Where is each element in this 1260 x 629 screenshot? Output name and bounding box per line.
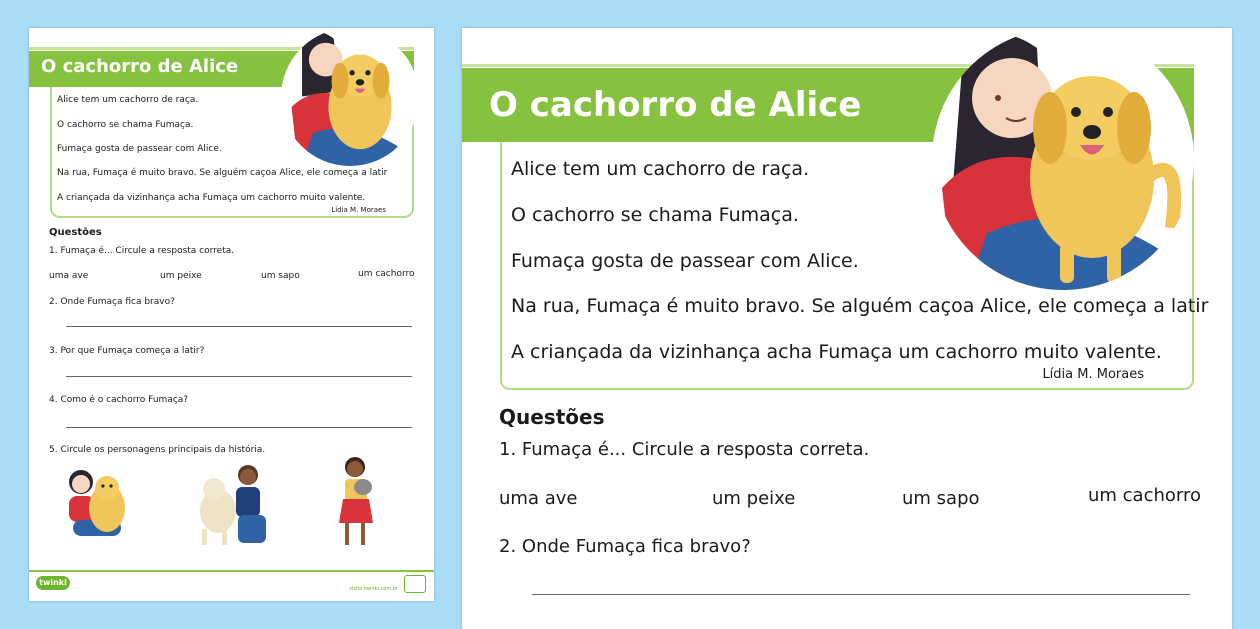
answer-option[interactable]: um cachorro [1088,485,1202,506]
footer-divider [29,570,434,572]
author-credit: Lídia M. Moraes [1042,367,1144,382]
answer-option[interactable]: um sapo [261,271,300,281]
questions-heading: Questões [49,227,102,238]
story-line: Alice tem um cachorro de raça. [57,95,199,105]
story-line: Alice tem um cachorro de raça. [511,158,810,180]
answer-option[interactable]: uma ave [499,488,578,509]
story-line: O cachorro se chama Fumaça. [57,120,194,130]
girl-with-cat-picture[interactable] [331,453,381,551]
questions-heading: Questões [499,405,605,429]
answer-line[interactable] [66,376,412,377]
worksheet-title: O cachorro de Alice [41,56,239,77]
answer-line[interactable] [66,427,412,428]
story-line: Na rua, Fumaça é muito bravo. Se alguém caçoa Alice, ele começa a latir [511,295,1209,317]
twinkl-logo[interactable]: twinkl [36,576,70,590]
boy-with-dog-picture[interactable] [194,461,274,551]
question-2: 2. Onde Fumaça fica bravo? [49,297,175,307]
story-line: A criançada da vizinhança acha Fumaça um cachorro muito valente. [511,341,1162,363]
worksheet-title: O cachorro de Alice [489,85,862,125]
story-line: Fumaça gosta de passear com Alice. [57,144,222,154]
badge-icon [404,575,426,593]
story-line: Na rua, Fumaça é muito bravo. Se alguém caçoa Alice, ele começa a latir [57,168,388,178]
answer-option[interactable]: um cachorro [358,269,415,279]
girl-with-dog-illustration [932,28,1194,290]
question-3: 3. Por que Fumaça começa a latir? [49,346,205,356]
site-link[interactable]: visite twinkl.com.br [349,586,398,592]
question-1: 1. Fumaça é... Circule a resposta correta. [499,439,870,460]
author-credit: Lídia M. Moraes [331,206,386,214]
story-line: O cachorro se chama Fumaça. [511,204,799,226]
girl-with-dog-picture[interactable] [59,464,139,550]
question-1: 1. Fumaça é... Circule a resposta correta. [49,246,235,256]
question-4: 4. Como é o cachorro Fumaça? [49,395,189,405]
answer-option[interactable]: um sapo [902,488,980,509]
answer-line[interactable] [66,326,412,327]
answer-option[interactable]: um peixe [160,271,202,281]
answer-line[interactable] [532,594,1190,595]
answer-option[interactable]: uma ave [49,271,89,281]
question-5: 5. Circule os personagens principais da história. [49,445,266,455]
answer-option[interactable]: um peixe [712,488,796,509]
story-line: Fumaça gosta de passear com Alice. [511,250,859,272]
worksheet-preview-thumbnail[interactable] [29,28,434,601]
worksheet-zoomed-view [462,28,1232,629]
question-2: 2. Onde Fumaça fica bravo? [499,536,751,557]
girl-with-dog-illustration [281,28,419,166]
story-line: A criançada da vizinhança acha Fumaça um cachorro muito valente. [57,193,366,203]
